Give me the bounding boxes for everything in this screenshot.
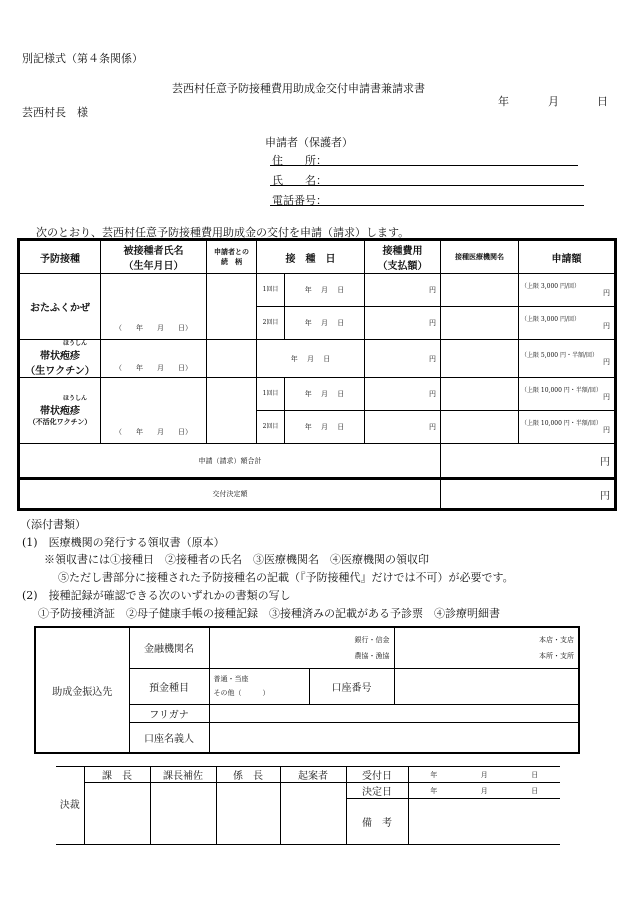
col-relation-1: 申請者との	[214, 247, 249, 256]
mumps-amount2[interactable]	[519, 307, 616, 340]
bank-institution-field[interactable]	[209, 627, 394, 668]
approval-remarks-field[interactable]	[408, 799, 560, 845]
furigana-field[interactable]	[209, 704, 579, 722]
address-label: 住 所：	[272, 154, 327, 167]
mumps-inst2[interactable]	[441, 307, 519, 340]
col-amount: 申請額	[519, 240, 616, 274]
shingles-live-cost[interactable]: 円	[365, 340, 441, 378]
decision-label: 交付決定額	[19, 479, 441, 510]
stamp-subchief[interactable]	[216, 783, 280, 845]
shingles-inact-limit2: （上限 10,000 円・半額/回）	[521, 420, 602, 427]
vaccine-mumps: おたふくかぜ	[19, 274, 101, 340]
mumps-dose1: 1回目	[257, 274, 285, 307]
attach-item2-list: ①予防接種済証 ②母子健康手帳の接種記録 ③接種済みの記載がある予診票 ④診療明細書	[38, 607, 500, 620]
mumps-limit1: （上限 3,000 円/回）	[521, 283, 581, 290]
approval-deputy: 課長補佐	[150, 767, 216, 783]
shingles-live-person[interactable]: （ 年 月 日）	[101, 340, 207, 378]
date-day: 日	[597, 95, 608, 108]
deposit-field[interactable]	[209, 668, 309, 704]
shingles-inact-name: 帯状疱疹	[40, 405, 80, 417]
decided-year: 年	[430, 786, 438, 795]
shingles-live-limit: （上限 5,000 円・半額/回）	[521, 351, 599, 359]
deposit-label: 預金種目	[129, 668, 209, 704]
approval-drafter: 起案者	[280, 767, 346, 783]
attach-heading: （添付書類）	[20, 518, 86, 531]
mumps-yen2: 円	[603, 322, 610, 330]
shingles-inact-cost2[interactable]: 円	[365, 411, 441, 444]
decision-amount[interactable]: 円	[441, 479, 616, 510]
application-table	[17, 238, 617, 511]
shingles-inact-relation[interactable]	[207, 378, 257, 444]
stamp-drafter[interactable]	[280, 783, 346, 845]
shingles-inact-yen1: 円	[603, 393, 610, 401]
mumps-cost1[interactable]: 円	[365, 274, 441, 307]
mumps-date1[interactable]: 年 月 日	[285, 274, 365, 307]
stamp-deputy[interactable]	[150, 783, 216, 845]
col-person-sub: （生年月日）	[123, 261, 184, 272]
shingles-inact-sub: （不活化ワクチン）	[28, 416, 92, 426]
col-relation	[207, 240, 257, 274]
addressee: 芸西村長 様	[22, 106, 88, 119]
applicant-heading: 申請者（保護者）	[265, 136, 353, 149]
attach-item1-note: ※領収書には①接種日 ②接種者の氏名 ③医療機関名 ④医療機関の領収印	[44, 553, 429, 566]
received-day: 日	[531, 770, 539, 779]
col-person-label: 被接種者氏名	[123, 246, 184, 257]
deposit-opt-1: 普通・当座	[213, 675, 249, 683]
decided-day: 日	[531, 786, 539, 795]
name-field[interactable]	[270, 185, 584, 186]
col-vaccine: 予防接種	[19, 240, 101, 274]
form-title: 芸西村任意予防接種費用助成金交付申請書兼請求書	[172, 82, 425, 95]
shingles-inact-amount2[interactable]	[519, 411, 616, 444]
approval-decided-label: 決定日	[346, 783, 408, 799]
shingles-live-relation[interactable]	[207, 340, 257, 378]
shingles-inact-yen2: 円	[603, 426, 610, 434]
holder-label: 口座名義人	[129, 722, 209, 753]
mumps-amount1[interactable]	[519, 274, 616, 307]
shingles-inact-ruby: ほうしん	[62, 394, 87, 402]
approval-table	[56, 766, 560, 845]
bank-table	[34, 626, 580, 754]
col-institution: 接種医療機関名	[441, 240, 519, 274]
bank-institution-label: 金融機関名	[129, 627, 209, 668]
date-month: 月	[548, 95, 559, 108]
address-field[interactable]	[270, 165, 578, 166]
mumps-limit2: （上限 3,000 円/回）	[521, 316, 581, 323]
shingles-inact-inst1[interactable]	[441, 378, 519, 411]
approval-remarks-label: 備 考	[346, 799, 408, 845]
approval-side: 決裁	[56, 767, 84, 845]
total-amount[interactable]: 円	[441, 444, 616, 479]
bank-types-2: 農協・漁協	[354, 651, 390, 660]
shingles-live-ruby: ほうしん	[62, 340, 87, 347]
account-no-label: 口座番号	[309, 668, 394, 704]
shingles-live-date[interactable]: 年 月 日	[257, 340, 365, 378]
deposit-opt-2: その他（ ）	[213, 689, 270, 697]
shingles-inact-date2[interactable]: 年 月 日	[285, 411, 365, 444]
shingles-live-inst[interactable]	[441, 340, 519, 378]
attach-item1-note2: ⑤ただし書部分に接種された予防接種名の記載（『予防接種代』だけでは不可）が必要です。	[58, 571, 514, 584]
col-relation-2: 続 柄	[221, 257, 242, 266]
shingles-live-yen: 円	[603, 357, 610, 366]
received-year: 年	[430, 770, 438, 779]
attach-item2: (2) 接種記録が確認できる次のいずれかの書類の写し	[22, 589, 291, 602]
shingles-inact-person[interactable]: （ 年 月 日）	[101, 378, 207, 444]
shingles-inact-date1[interactable]: 年 月 日	[285, 378, 365, 411]
approval-chief: 課 長	[84, 767, 150, 783]
approval-subchief: 係 長	[216, 767, 280, 783]
shingles-live-sub: （生ワクチン）	[25, 366, 95, 377]
mumps-person[interactable]: （ 年 月 日）	[101, 274, 207, 340]
col-person	[101, 240, 207, 274]
mumps-yen1: 円	[603, 289, 610, 297]
furigana-label: フリガナ	[129, 704, 209, 722]
approval-received-date[interactable]	[408, 767, 560, 783]
form-number: 別記様式（第４条関係）	[22, 52, 143, 65]
stamp-chief[interactable]	[84, 783, 150, 845]
bank-branch-1: 本店・支店	[539, 635, 574, 644]
vaccine-shingles-live	[19, 340, 101, 378]
vaccine-shingles-inact	[19, 378, 101, 444]
holder-field[interactable]	[209, 722, 579, 753]
bank-types-1: 銀行・信金	[354, 635, 390, 644]
approval-received-label: 受付日	[346, 767, 408, 783]
approval-decided-date[interactable]	[408, 783, 560, 799]
col-date: 接 種 日	[257, 240, 365, 274]
shingles-inact-inst2[interactable]	[441, 411, 519, 444]
col-cost	[365, 240, 441, 274]
col-cost-label: 接種費用	[382, 246, 423, 257]
account-no-field[interactable]	[394, 668, 579, 704]
shingles-inact-dose2: 2回目	[257, 411, 285, 444]
total-label: 申請（請求）額合計	[19, 444, 441, 479]
shingles-inact-limit1: （上限 10,000 円・半額/回）	[521, 387, 602, 394]
phone-field[interactable]	[270, 205, 584, 206]
bank-branch-field[interactable]	[394, 627, 579, 668]
name-label: 氏 名：	[272, 174, 327, 187]
mumps-cost2[interactable]: 円	[365, 307, 441, 340]
mumps-relation[interactable]	[207, 274, 257, 340]
phone-label: 電話番号：	[272, 194, 327, 207]
mumps-date2[interactable]: 年 月 日	[285, 307, 365, 340]
attach-item1: (1) 医療機関の発行する領収書（原本）	[22, 536, 225, 549]
shingles-inact-dose1: 1回目	[257, 378, 285, 411]
bank-title: 助成金振込先	[35, 627, 129, 753]
shingles-live-name: 帯状疱疹	[40, 351, 80, 362]
mumps-inst1[interactable]	[441, 274, 519, 307]
date-year: 年	[498, 95, 509, 108]
col-cost-sub: （支払額）	[377, 261, 428, 272]
bank-branch-2: 本所・支所	[539, 651, 574, 660]
shingles-inact-amount1[interactable]	[519, 378, 616, 411]
decided-month: 月	[480, 786, 488, 795]
shingles-inact-cost1[interactable]: 円	[365, 378, 441, 411]
received-month: 月	[480, 770, 488, 779]
mumps-dose2: 2回目	[257, 307, 285, 340]
shingles-live-amount[interactable]	[519, 340, 616, 378]
intro-text: 次のとおり、芸西村任意予防接種費用助成金の交付を申請（請求）します。	[36, 226, 410, 239]
